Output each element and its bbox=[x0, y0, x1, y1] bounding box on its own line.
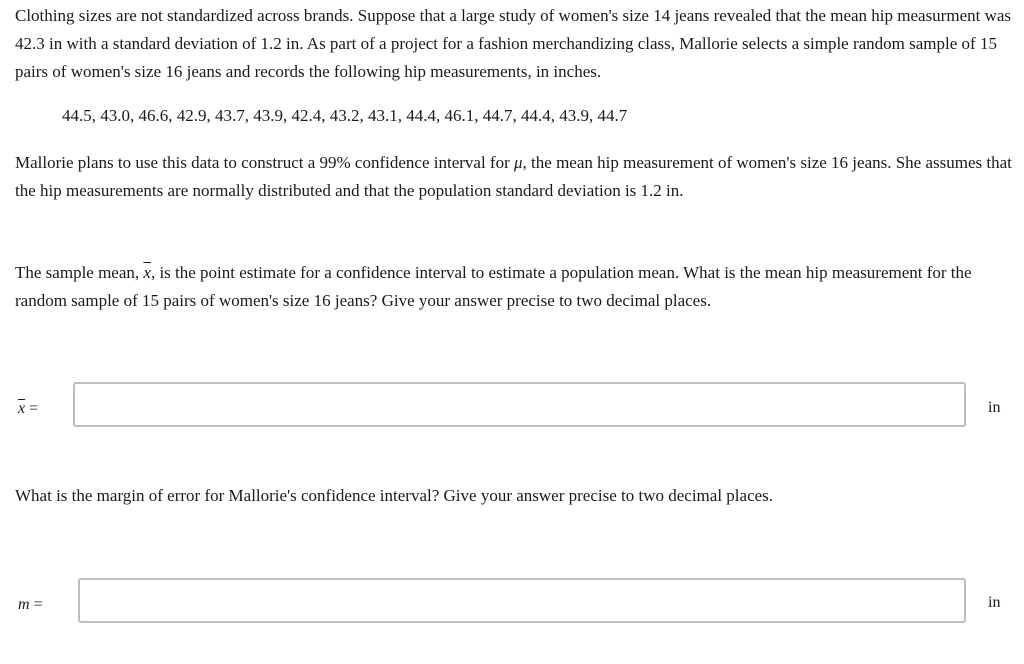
xbar-label-var: $\overline{x}$ bbox=[18, 400, 26, 417]
question-1-text bbox=[15, 259, 1015, 315]
question-2-text: What is the margin of error for Mallorie's confidence interval? Give your answer precise to two decimal places. bbox=[15, 486, 774, 505]
data-values: 44.5, 43.0, 46.6, 42.9, 43.7, 43.9, 42.4, 43.2, 43.1, 44.4, 46.1, 44.7, 44.4, 43.9, 44.7 bbox=[62, 106, 628, 125]
xbar-answer-label bbox=[18, 395, 38, 423]
problem-plan bbox=[15, 149, 1015, 205]
sample-mean-input[interactable] bbox=[73, 382, 966, 427]
xbar-label-eq: = bbox=[25, 400, 39, 417]
margin-unit-label: in bbox=[988, 594, 1001, 611]
xbar-symbol: $\overline{x}$ bbox=[143, 263, 151, 282]
q1-text-1: The sample mean, bbox=[15, 263, 144, 282]
margin-label-var: m bbox=[18, 596, 30, 613]
plan-text-2: , the mean hip measurement of women's size 16 jeans. She assumes that the hip measurements are normally distributed and that the population standard deviation is 1.2 in. bbox=[15, 153, 1012, 200]
xbar-unit-label: in bbox=[988, 399, 1001, 416]
mu-symbol: μ bbox=[514, 153, 523, 172]
margin-label-eq: = bbox=[29, 596, 43, 613]
plan-text-1: Mallorie plans to use this data to construct a 99% confidence interval for bbox=[15, 153, 514, 172]
q1-text-2: , is the point estimate for a confidence interval to estimate a population mean. What is the mean hip measurement for the random sample of 15 pairs of women's size 16 jeans? Give your answer precise to two decimal places. bbox=[15, 263, 972, 310]
margin-answer-label bbox=[18, 591, 43, 619]
problem-intro: Clothing sizes are not standardized across brands. Suppose that a large study of women's size 14 jeans revealed that the mean hip measurment was 42.3 in with a standard deviation of 1.2 in. As part of a project for a fashion merchandizing class, Mallorie selects a simple random sample of 15 pairs of women's size 16 jeans and records the following hip measurements, in inches. bbox=[15, 6, 1012, 81]
margin-of-error-input[interactable] bbox=[78, 578, 966, 623]
